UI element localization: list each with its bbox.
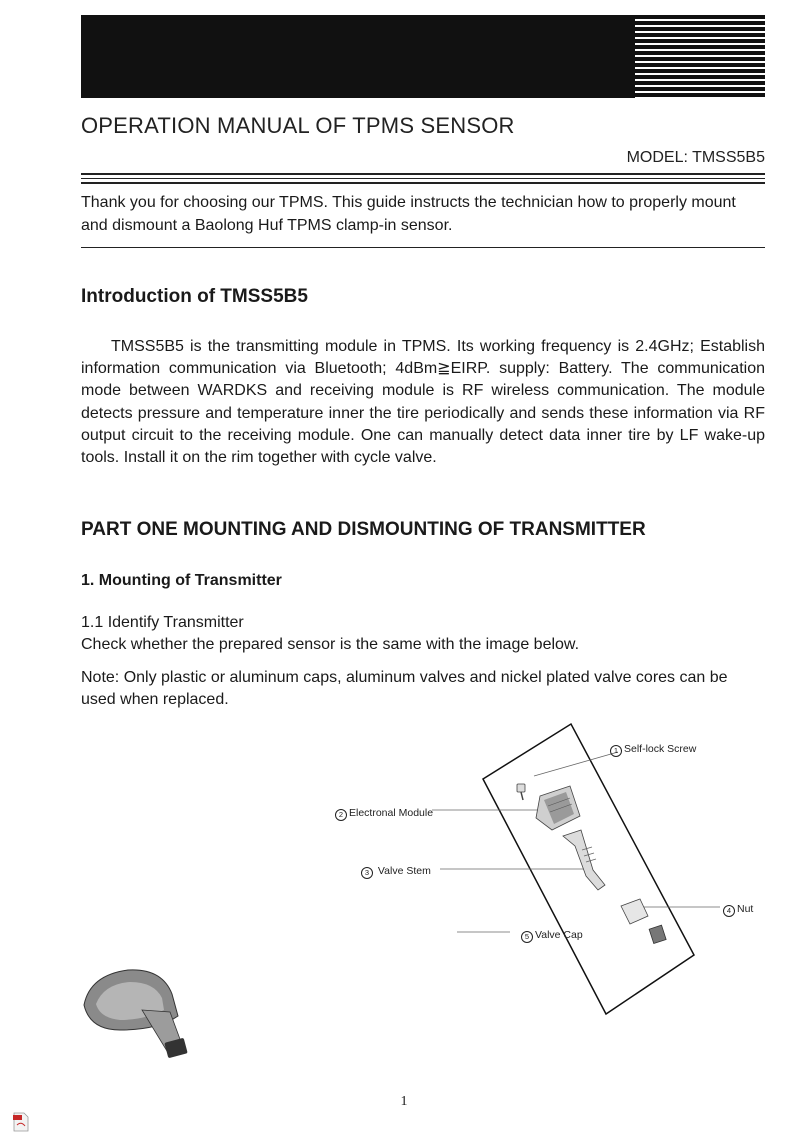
valve-cap-part-icon [649,925,666,943]
note-text: Note: Only plastic or aluminum caps, aluminum valves and nickel plated valve cores can be used when replaced. [81,669,728,708]
callout-label: Nut [737,903,754,915]
callout-number: 4 [723,905,735,917]
callout-number: 2 [335,809,347,821]
callout-nut [723,903,753,917]
leader-line-1 [534,752,618,776]
step-title: 1.1 Identify Transmitter [81,614,244,631]
callout-valve-cap [521,929,583,943]
callout-label: Valve Stem [377,865,431,877]
intro-paragraph: TMSS5B5 is the transmitting module in TPMS. Its working frequency is 2.4GHz; Establish information communication via Bluetooth; 4dBm≧EIRP. supply: Battery. The communication mode between WARDKS and receiving module is RF wireless communication. The module detects pressure and temperature inner the tire periodically and sends these information via RF output circuit to the receiving module. One can manually detect data inner tire by LF wake-up tools. Install it on the rim together with cycle valve. [81,338,765,467]
callout-label: Valve Cap [535,929,583,941]
nut-part-icon [621,899,648,924]
callout-number: 1 [610,745,622,757]
pdf-file-icon [13,1112,29,1132]
intro-heading: Introduction of TMSS5B5 [81,286,308,307]
callout-number: 3 [361,867,373,879]
callout-number: 5 [521,931,533,943]
callout-valve-stem [361,865,431,879]
document-title: OPERATION MANUAL OF TPMS SENSOR [81,113,515,138]
intro-text: Thank you for choosing our TPMS. This guide instructs the technician how to properly mount and dismount a Baolong Huf TPMS clamp-in sensor. [81,194,736,234]
page-number: 1 [400,1094,408,1109]
electronic-module-part-icon [536,786,580,830]
step-text: Check whether the prepared sensor is the same with the image below. [81,636,580,653]
callout-electronal-module [335,807,433,821]
part-heading: PART ONE MOUNTING AND DISMOUNTING OF TRANSMITTER [81,519,646,540]
valve-stem-part-icon [563,830,605,890]
callout-label: Self-lock Screw [624,743,697,755]
screw-part-icon [517,784,525,800]
subsection-heading: 1. Mounting of Transmitter [81,572,282,589]
model-number: MODEL: TMSS5B5 [626,149,765,166]
callout-label: Electronal Module [349,807,434,819]
assembled-sensor-photo [84,970,188,1058]
callout-self-lock-screw [610,743,696,757]
